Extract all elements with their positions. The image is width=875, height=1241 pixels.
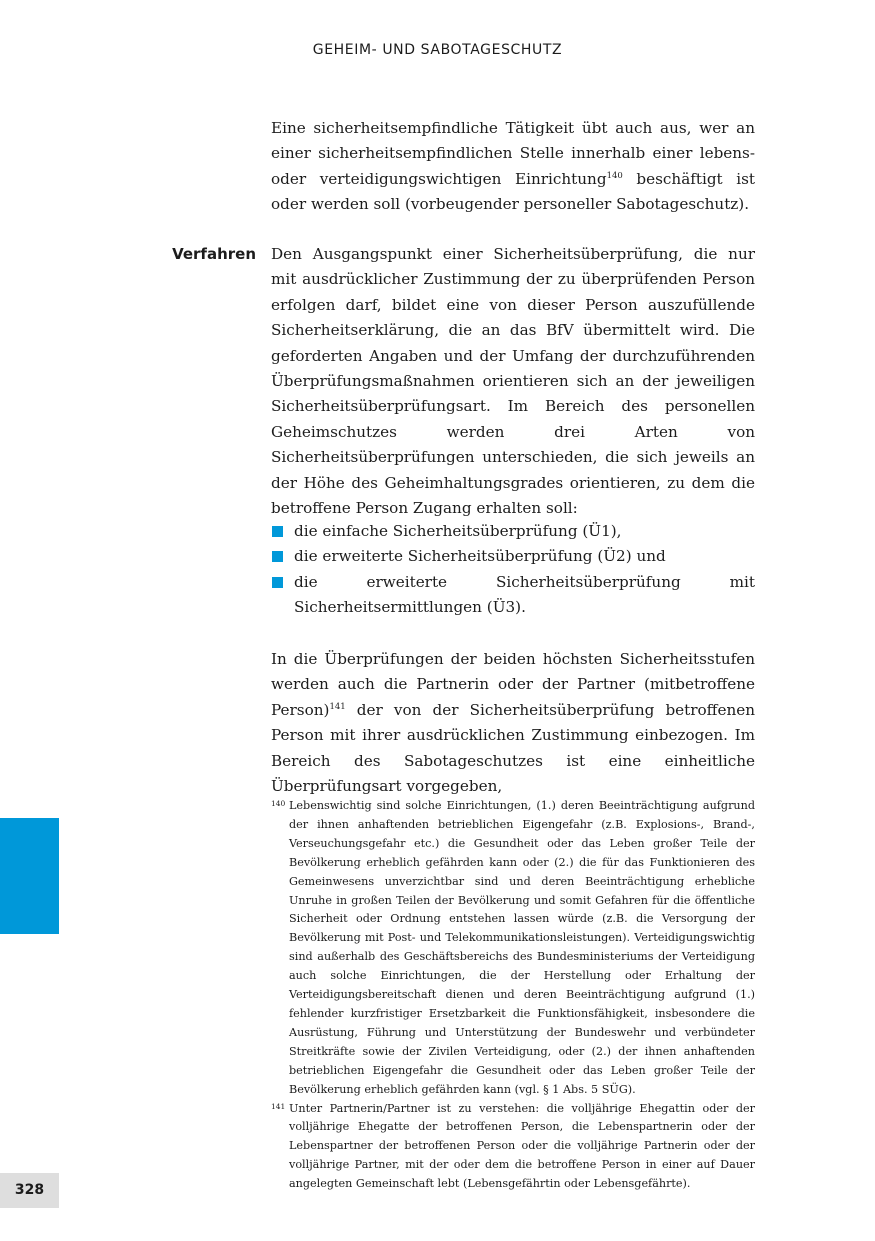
list-item bbox=[271, 519, 755, 544]
square-bullet-icon bbox=[272, 551, 283, 562]
square-bullet-icon bbox=[272, 577, 283, 588]
bullet-list bbox=[271, 519, 755, 621]
partner-text-a: In die Überprüfungen der beiden höchsten Sicherheitsstufen werden auch die Partnerin oder der Partner (mitbetroffene Person) bbox=[271, 650, 755, 719]
bullet-list-container bbox=[271, 519, 755, 621]
partner-paragraph-text bbox=[271, 647, 755, 799]
list-item-text: die erweiterte Sicherheitsüberprüfung (Ü2) und bbox=[294, 547, 666, 566]
partner-text-b: der von der Sicherheitsüberprüfung betroffenen Person mit ihrer ausdrücklichen Zustimmung einbezogen. Im Bereich des Sabotageschutzes ist eine einheitliche Überprüfungsart vorgegeben, bbox=[271, 700, 755, 796]
partner-paragraph bbox=[271, 647, 755, 799]
intro-text-a: Eine sicherheitsempfindliche Tätigkeit übt auch aus, wer an einer sicherheitsempfindlichen Stelle innerhalb einer lebens- oder verteidigungswichtigen Einrichtung bbox=[271, 119, 755, 188]
verfahren-paragraph bbox=[271, 242, 755, 521]
footnote-140 bbox=[271, 797, 755, 1100]
footnote-number: 141 bbox=[271, 1101, 286, 1111]
footnotes bbox=[271, 797, 755, 1194]
page-number: 328 bbox=[0, 1173, 59, 1208]
section-label-verfahren: Verfahren bbox=[172, 245, 256, 263]
list-item-text: die einfache Sicherheitsüberprüfung (Ü1), bbox=[294, 522, 622, 540]
footnote-number: 140 bbox=[271, 799, 286, 808]
footnote-ref-141[interactable]: 141 bbox=[329, 701, 346, 712]
footnote-text: Unter Partnerin/Partner ist zu verstehen: die volljährige Ehegattin oder der volljährige Ehegatte der betroffenen Person, die Lebenspartnerin oder der Lebenspartner der betroffenen Person oder die volljährige Partnerin oder der volljährige Partner, mit der oder dem die betroffene Person in einer auf Dauer angelegten Gemeinschaft lebt (Lebensgefährtin oder Lebensgefährte). bbox=[289, 1101, 755, 1191]
footnote-ref-140[interactable]: 140 bbox=[606, 170, 623, 181]
list-item-text: die erweiterte Sicherheitsüberprüfung mit Sicherheitsermittlungen (Ü3). bbox=[294, 572, 755, 617]
footnote-141 bbox=[271, 1100, 755, 1195]
intro-text-b: beschäftigt ist oder werden soll (vorbeugender personeller Sabotageschutz). bbox=[271, 169, 755, 214]
running-head: GEHEIM- UND SABOTAGESCHUTZ bbox=[312, 42, 563, 58]
intro-paragraph bbox=[271, 116, 755, 218]
footnote-text: Lebenswichtig sind solche Einrichtungen, (1.) deren Beeinträchtigung aufgrund der ihnen anhaftenden betrieblichen Eigengefahr (z.B. Explosions-, Brand-, Verseuchungsgefahr etc.) die Gesundheit oder das Leben großer Teile der Bevölkerung erheblich gefährden kann oder (2.) die für das Funktionieren des Gemeinwesens unverzichtbar sind und deren Beeinträchtigung erhebliche Unruhe in großen Teilen der Bevölkerung und somit Gefahren für die öffentliche Sicherheit oder Ordnung entstehen lassen würde (z.B. die Versorgung der Bevölkerung mit Post- und Telekommunikationsleistungen). Verteidigungswichtig sind außerhalb des Geschäftsbereichs des Bundesministeriums der Verteidigung auch solche Einrichtungen, die der Herstellung oder Erhaltung der Verteidigungsbereitschaft dienen und deren Beeinträchtigung aufgrund (1.) fehlender kurzfristiger Ersetzbarkeit die Funktionsfähigkeit, insbesondere die Ausrüstung, Führung und Unterstützung der Bundeswehr und verbündeter Streitkräfte sowie der Zivilen Verteidigung, oder (2.) der ihnen anhaftenden betrieblichen Eigengefahr die Gesundheit oder das Leben großer Teile der Bevölkerung erheblich gefährden kann (vgl. § 1 Abs. 5 SÜG). bbox=[289, 799, 755, 1096]
intro-paragraph-text bbox=[271, 116, 755, 218]
list-item bbox=[271, 544, 755, 569]
chapter-tab-marker bbox=[0, 818, 59, 934]
verfahren-paragraph-text: Den Ausgangspunkt einer Sicherheitsüberprüfung, die nur mit ausdrücklicher Zustimmung der zu überprüfenden Person erfolgen darf, bildet eine von dieser Person auszufüllende Sicherheitserklärung, die an das BfV übermittelt wird. Die geforderten Angaben und der Umfang der durchzuführenden Überprüfungsmaßnahmen orientieren sich an der jeweiligen Sicherheitsüberprüfungsart. Im Bereich des personellen Geheimschutzes werden drei Arten von Sicherheitsüberprüfungen unterschieden, die sich jeweils an der Höhe des Geheimhaltungsgrades orientieren, zu dem die betroffene Person Zugang erhalten soll: bbox=[271, 245, 755, 518]
list-item bbox=[271, 570, 755, 621]
square-bullet-icon bbox=[272, 526, 283, 537]
